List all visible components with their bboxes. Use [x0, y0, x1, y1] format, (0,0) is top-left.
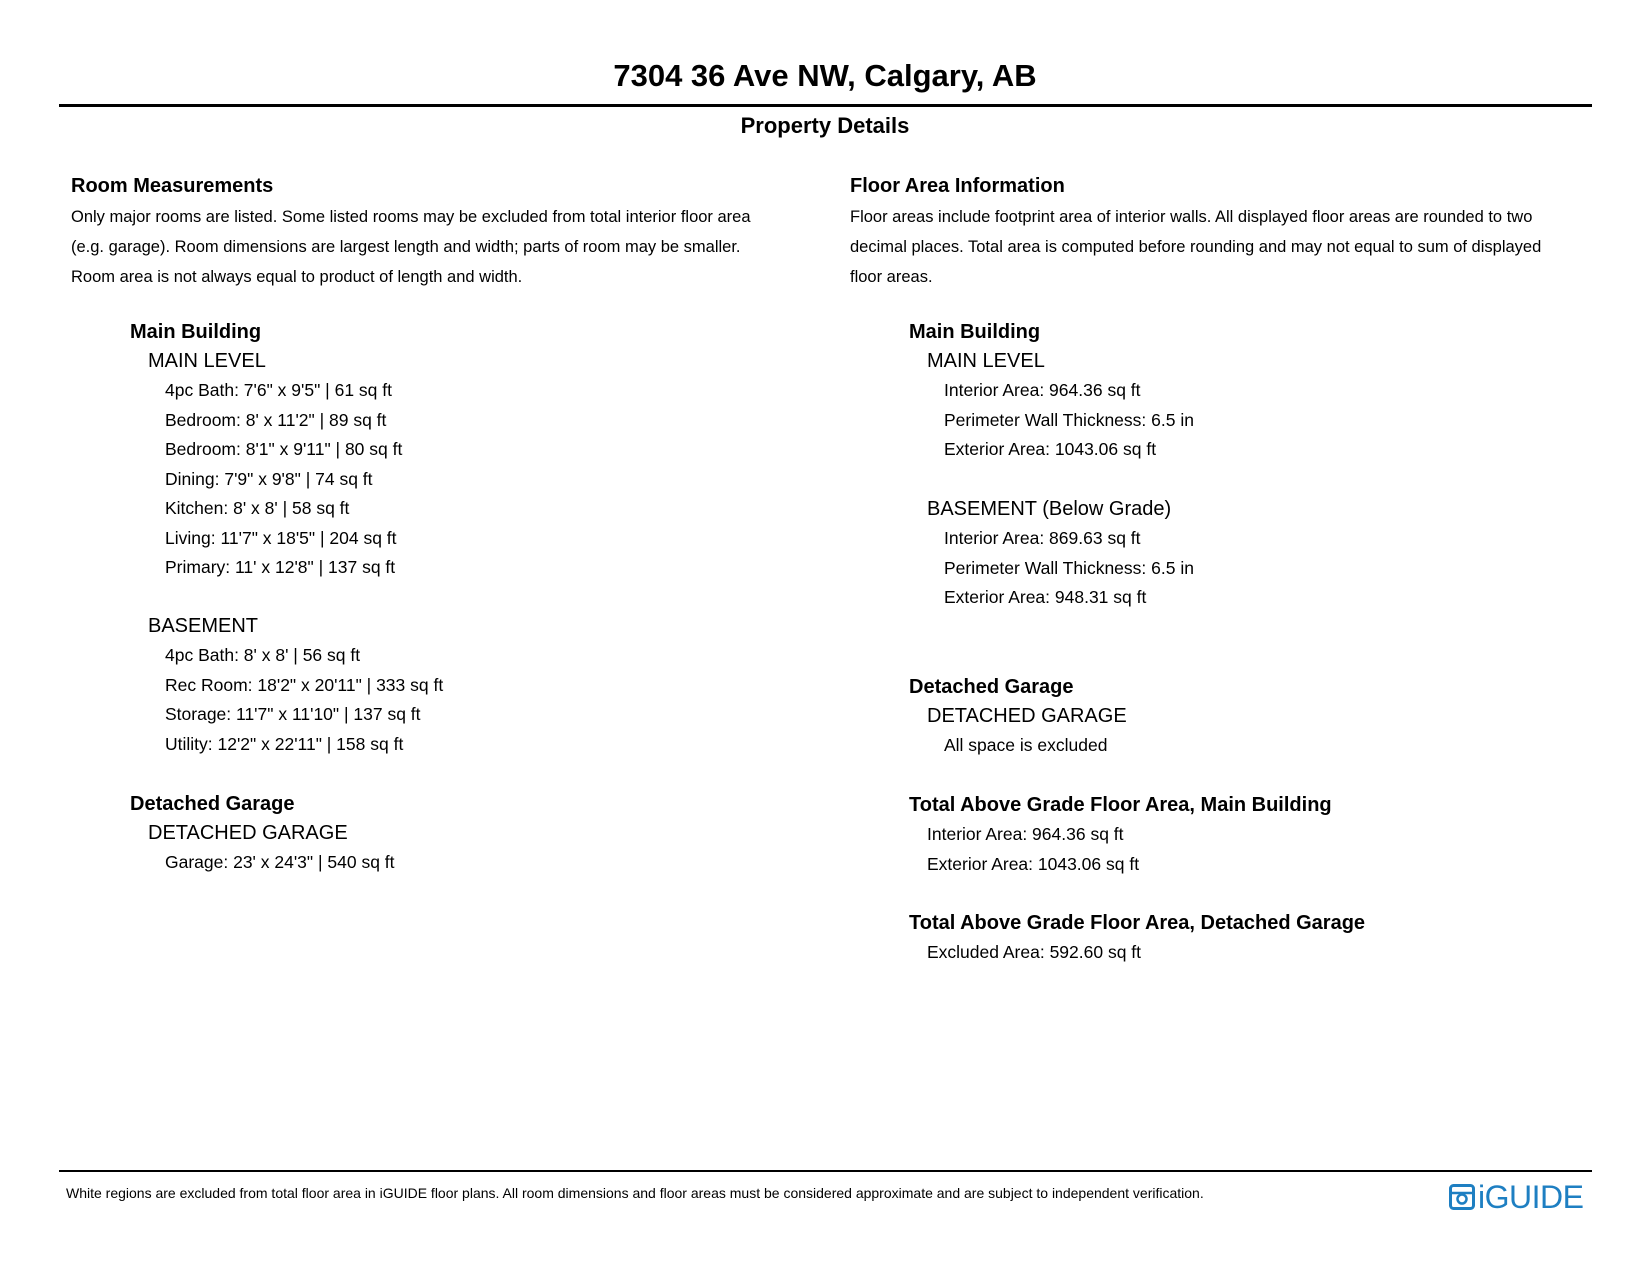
page-subtitle: Property Details: [740, 113, 910, 138]
area-entry: All space is excluded: [944, 735, 1108, 755]
intro-line: Floor areas include footprint area of interior walls. All displayed floor areas are rounded to two: [850, 208, 1533, 226]
main-level-label: MAIN LEVEL: [927, 350, 1045, 372]
room-entry: Primary: 11' x 12'8" | 137 sq ft: [165, 557, 396, 577]
iguide-logo: [1449, 1180, 1583, 1214]
area-entry: Perimeter Wall Thickness: 6.5 in: [944, 557, 1194, 578]
main-building-heading: Main Building: [909, 321, 1041, 343]
room-entry: Living: 11'7" x 18'5" | 204 sq ft: [165, 527, 397, 548]
intro-line: Only major rooms are listed. Some listed rooms may be excluded from total interior floor area: [71, 208, 751, 226]
rooms-main-building: [130, 317, 402, 583]
total-main-heading: Total Above Grade Floor Area, Main Building: [909, 794, 1332, 816]
area-entry: Interior Area: 869.63 sq ft: [944, 528, 1141, 548]
area-entry: Excluded Area: 592.60 sq ft: [927, 942, 1142, 962]
footer-divider: [59, 1170, 1592, 1172]
room-measurements-heading: Room Measurements: [71, 175, 274, 197]
total-detached-garage: [909, 908, 1365, 968]
area-entry: Interior Area: 964.36 sq ft: [944, 380, 1141, 400]
room-entry: Bedroom: 8' x 11'2" | 89 sq ft: [165, 409, 387, 430]
room-entry: Utility: 12'2" x 22'11" | 158 sq ft: [165, 733, 404, 754]
footer-disclaimer: White regions are excluded from total floor area in iGUIDE floor plans. All room dimensions and floor areas must be considered approximate and are subject to independent verification.: [66, 1185, 1204, 1201]
room-measurements-column: [71, 172, 811, 872]
floor-area-intro: [850, 202, 1610, 292]
rooms-basement: [130, 612, 443, 759]
room-entry: Rec Room: 18'2" x 20'11" | 333 sq ft: [165, 674, 444, 695]
detached-garage-heading: Detached Garage: [909, 676, 1074, 698]
room-entry: Garage: 23' x 24'3" | 540 sq ft: [165, 852, 395, 872]
area-entry: Exterior Area: 948.31 sq ft: [944, 587, 1147, 607]
intro-line: Room area is not always equal to product of length and width.: [71, 268, 523, 286]
room-entry: 4pc Bath: 8' x 8' | 56 sq ft: [165, 645, 361, 665]
room-entry: Bedroom: 8'1" x 9'11" | 80 sq ft: [165, 439, 403, 459]
area-main-building: [909, 317, 1194, 465]
rooms-detached-garage: [130, 789, 395, 878]
area-entry: Exterior Area: 1043.06 sq ft: [944, 439, 1157, 459]
intro-line: floor areas.: [850, 268, 933, 286]
room-entry: Kitchen: 8' x 8' | 58 sq ft: [165, 498, 350, 518]
main-building-heading: Main Building: [130, 321, 262, 343]
total-garage-heading: Total Above Grade Floor Area, Detached Garage: [909, 912, 1366, 934]
area-entry: Perimeter Wall Thickness: 6.5 in: [944, 409, 1194, 430]
header-divider: [59, 104, 1592, 107]
area-detached-garage: [909, 672, 1127, 761]
room-entry: Dining: 7'9" x 9'8" | 74 sq ft: [165, 468, 373, 489]
main-level-label: MAIN LEVEL: [148, 350, 266, 372]
room-entry: 4pc Bath: 7'6" x 9'5" | 61 sq ft: [165, 380, 392, 400]
room-entry: Storage: 11'7" x 11'10" | 137 sq ft: [165, 704, 421, 724]
basement-label: BASEMENT: [148, 615, 259, 637]
room-measurements-intro: [71, 202, 811, 292]
detached-garage-label: DETACHED GARAGE: [927, 705, 1127, 727]
detached-garage-label: DETACHED GARAGE: [148, 822, 348, 844]
area-entry: Exterior Area: 1043.06 sq ft: [927, 853, 1140, 874]
area-entry: Interior Area: 964.36 sq ft: [927, 824, 1124, 844]
intro-line: decimal places. Total area is computed before rounding and may not equal to sum of displayed: [850, 238, 1542, 256]
detached-garage-heading: Detached Garage: [130, 793, 295, 815]
total-main-building: [909, 790, 1332, 879]
floor-area-heading: Floor Area Information: [850, 175, 1065, 197]
intro-line: (e.g. garage). Room dimensions are largest length and width; parts of room may be smaller.: [71, 238, 741, 256]
basement-label: BASEMENT (Below Grade): [927, 498, 1172, 520]
camera-icon: [1449, 1184, 1475, 1210]
area-basement: [909, 495, 1194, 613]
logo-wordmark: iGUIDE: [1478, 1179, 1584, 1215]
page-title: 7304 36 Ave NW, Calgary, AB: [613, 58, 1037, 93]
floor-area-column: [850, 172, 1610, 962]
